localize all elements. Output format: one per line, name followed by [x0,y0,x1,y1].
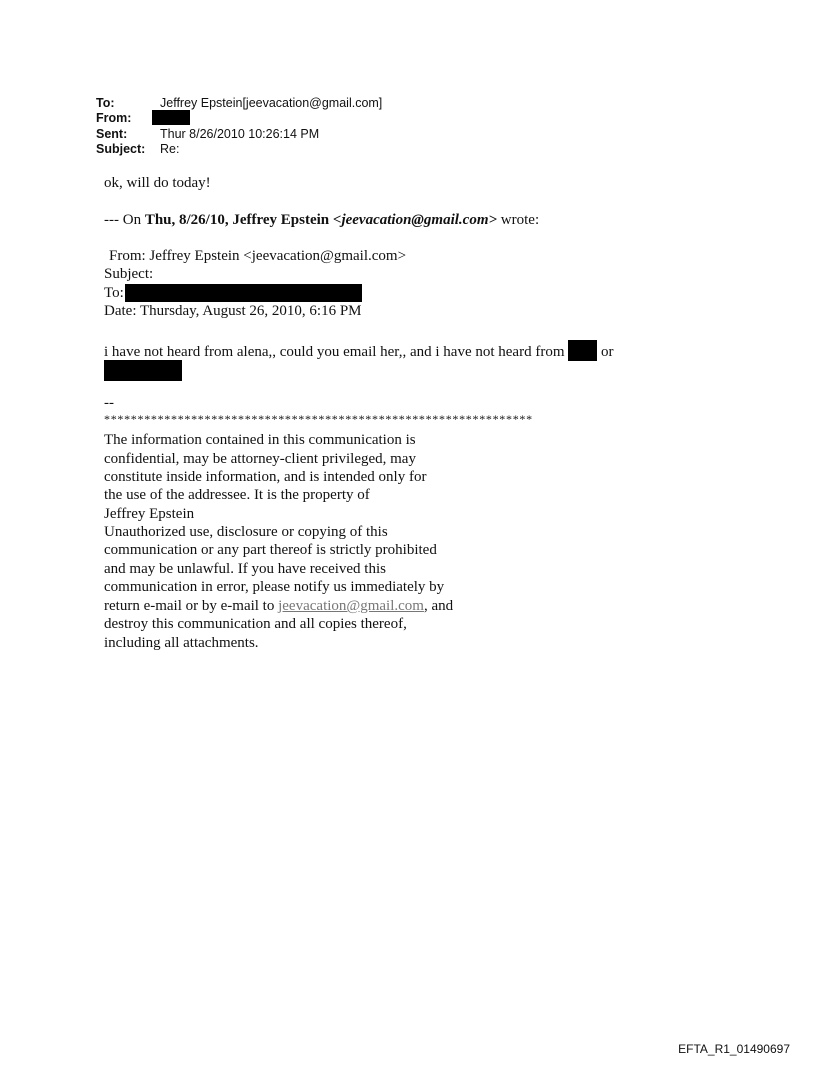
from-redaction [152,110,190,125]
disclaimer-line-11: destroy this communication and all copies thereof, [104,616,407,632]
return-email-link[interactable]: jeevacation@gmail.com [278,598,424,614]
quoted-to-label: To: [104,285,124,301]
quoted-date-line: Date: Thursday, August 26, 2010, 6:16 PM [104,303,362,319]
disclaimer-line-1: The information contained in this communication is [104,432,416,448]
disclaimer-line-6: Unauthorized use, disclosure or copying of this [104,524,388,540]
quote-date: Thu, 8/26/10, Jeffrey Epstein [144,212,333,228]
quoted-from-line: From: Jeffrey Epstein <jeevacation@gmail.com> [109,248,407,264]
quote-prefix: --- On [104,212,145,228]
disclaimer-line-7: communication or any part thereof is strictly prohibited [104,542,437,558]
quoted-to-redaction [125,284,362,302]
from-label: From: [96,111,132,125]
return-suffix: , and [423,598,454,614]
quote-header [104,211,539,229]
sent-label: Sent: [96,127,128,141]
quote-email: <jeevacation@gmail.com> [332,212,498,228]
quoted-to-line [104,284,362,302]
message-redaction-1 [568,340,597,361]
disclaimer-line-9: communication in error, please notify us immediately by [104,579,445,595]
disclaimer-line-4: the use of the addressee. It is the property of [104,487,370,503]
to-label: To: [96,96,115,110]
signature-stars: **************************************************************** [104,412,533,426]
disclaimer-line-10 [104,597,453,615]
quoted-subject-line: Subject: [104,266,154,282]
quoted-message [104,340,613,361]
document-id: EFTA_R1_01490697 [678,1042,790,1056]
disclaimer-line-12: including all attachments. [104,635,259,651]
return-prefix: return e-mail or by e-mail to [104,598,279,614]
disclaimer-line-8: and may be unlawful. If you have received this [104,561,386,577]
disclaimer-line-5: Jeffrey Epstein [104,506,195,522]
disclaimer-line-2: confidential, may be attorney-client privileged, may [104,451,416,467]
signature-dashes: -- [104,395,114,411]
subject-value: Re: [160,142,180,156]
message-text: i have not heard from alena,, could you email her,, and i have not heard from [104,344,569,360]
message-redaction-2 [104,360,182,381]
reply-text: ok, will do today! [104,175,211,191]
disclaimer-line-3: constitute inside information, and is intended only for [104,469,427,485]
subject-label: Subject: [96,142,146,156]
message-or: or [600,344,614,360]
to-value: Jeffrey Epstein[jeevacation@gmail.com] [160,96,383,110]
sent-value: Thur 8/26/2010 10:26:14 PM [160,127,320,141]
quote-suffix: wrote: [497,212,540,228]
